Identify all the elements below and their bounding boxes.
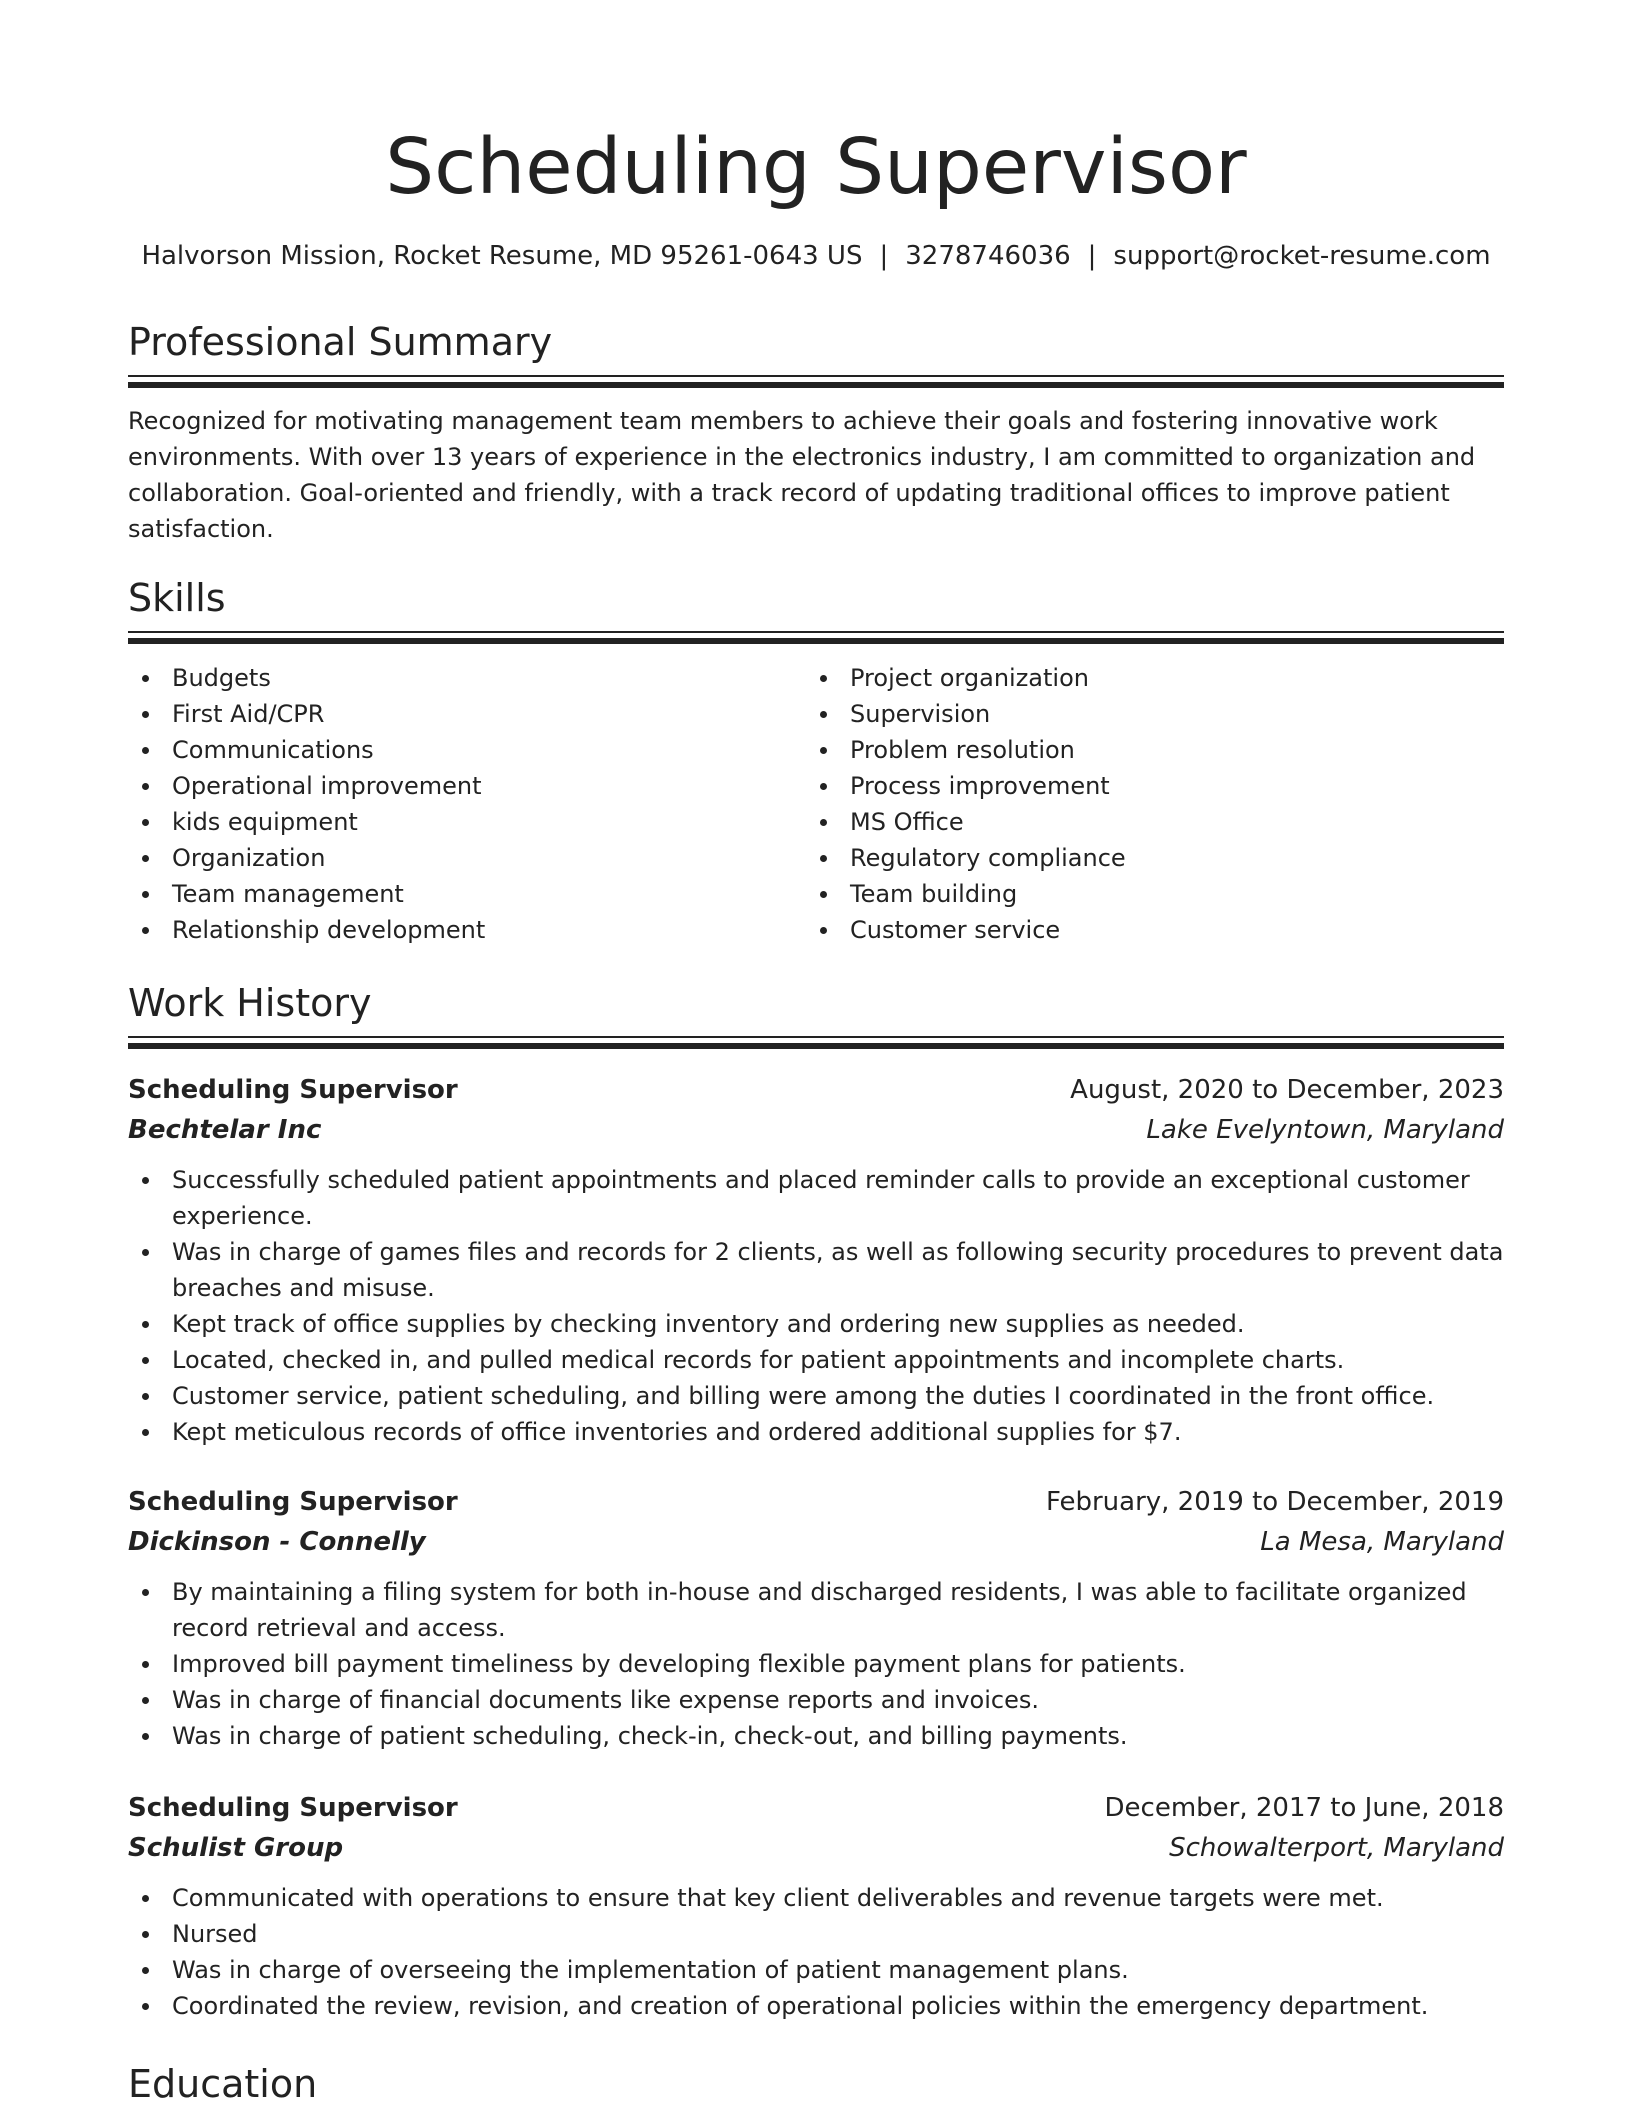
job-title: Scheduling Supervisor <box>128 1793 458 1823</box>
job-bullet: Was in charge of overseeing the implementation of patient management plans. <box>128 1952 1504 1988</box>
skill-item: Project organization <box>806 660 1446 696</box>
skill-item: Supervision <box>806 696 1446 732</box>
skill-item: Team building <box>806 876 1446 912</box>
job-title: Scheduling Supervisor <box>128 1487 458 1517</box>
job-dates: December, 2017 to June, 2018 <box>1104 1793 1504 1823</box>
section-divider <box>128 1036 1504 1049</box>
job-bullet: Communicated with operations to ensure that key client deliverables and revenue targets were met. <box>128 1880 1504 1916</box>
contact-separator: | <box>879 241 889 271</box>
job-bullet: Nursed <box>128 1916 1504 1952</box>
job-bullet: Customer service, patient scheduling, and billing were among the duties I coordinated in the front office. <box>128 1378 1504 1414</box>
skills-list-left <box>128 660 768 948</box>
job-bullet: By maintaining a filing system for both in-house and discharged residents, I was able to facilitate organized record retrieval and access. <box>128 1574 1504 1646</box>
section-divider <box>128 631 1504 644</box>
job-bullet: Was in charge of financial documents like expense reports and invoices. <box>128 1682 1504 1718</box>
job-entry <box>128 1482 1504 1754</box>
resume-title: Scheduling Supervisor <box>385 123 1247 212</box>
skill-item: kids equipment <box>128 804 768 840</box>
job-company: Bechtelar Inc <box>128 1115 322 1145</box>
job-bullets <box>128 1880 1504 2024</box>
summary-text: Recognized for motivating management team members to achieve their goals and fostering innovative work environments. With over 13 years of experience in the electronics industry, I am committed to organization and collaboration. Goal-oriented and friendly, with a track record of updating traditional offices to improve patient satisfaction. <box>128 407 1476 543</box>
job-title: Scheduling Supervisor <box>128 1075 458 1105</box>
job-dates: February, 2019 to December, 2019 <box>1045 1487 1504 1517</box>
skill-item: MS Office <box>806 804 1446 840</box>
job-location: Schowalterport, Maryland <box>1169 1833 1504 1863</box>
skill-item: Team management <box>128 876 768 912</box>
education-heading: Education <box>128 2062 318 2106</box>
skill-item: Organization <box>128 840 768 876</box>
job-bullet: Was in charge of games files and records for 2 clients, as well as following security procedures to prevent data breaches and misuse. <box>128 1234 1504 1306</box>
job-bullet: Kept meticulous records of office inventories and ordered additional supplies for $7. <box>128 1414 1504 1450</box>
summary-heading: Professional Summary <box>128 320 553 364</box>
skill-item: Process improvement <box>806 768 1446 804</box>
skill-item: Operational improvement <box>128 768 768 804</box>
skill-item: Communications <box>128 732 768 768</box>
skill-item: Budgets <box>128 660 768 696</box>
job-bullet: Improved bill payment timeliness by developing flexible payment plans for patients. <box>128 1646 1504 1682</box>
contact-line <box>128 236 1504 276</box>
job-bullets <box>128 1574 1504 1754</box>
job-bullets <box>128 1162 1504 1450</box>
contact-phone: 3278746036 <box>905 241 1071 271</box>
job-bullet: Kept track of office supplies by checking inventory and ordering new supplies as needed. <box>128 1306 1504 1342</box>
skill-item: Regulatory compliance <box>806 840 1446 876</box>
job-location: La Mesa, Maryland <box>1260 1527 1504 1557</box>
skill-item: Relationship development <box>128 912 768 948</box>
job-bullet: Located, checked in, and pulled medical records for patient appointments and incomplete charts. <box>128 1342 1504 1378</box>
job-location: Lake Evelyntown, Maryland <box>1146 1115 1504 1145</box>
job-company: Dickinson - Connelly <box>128 1527 426 1557</box>
job-bullet: Successfully scheduled patient appointments and placed reminder calls to provide an exceptional customer experience. <box>128 1162 1504 1234</box>
job-dates: August, 2020 to December, 2023 <box>1070 1075 1504 1105</box>
skill-item: First Aid/CPR <box>128 696 768 732</box>
job-entry <box>128 1788 1504 2024</box>
skill-item: Problem resolution <box>806 732 1446 768</box>
contact-address: Halvorson Mission, Rocket Resume, MD 95261-0643 US <box>141 241 863 271</box>
contact-email: support@rocket-resume.com <box>1113 241 1491 271</box>
work-heading: Work History <box>128 981 372 1025</box>
contact-separator: | <box>1087 241 1097 271</box>
job-company: Schulist Group <box>128 1833 344 1863</box>
skills-list-right <box>806 660 1446 948</box>
job-bullet: Coordinated the review, revision, and creation of operational policies within the emergency department. <box>128 1988 1504 2024</box>
job-entry <box>128 1070 1504 1450</box>
section-divider <box>128 375 1504 388</box>
job-bullet: Was in charge of patient scheduling, check-in, check-out, and billing payments. <box>128 1718 1504 1754</box>
skill-item: Customer service <box>806 912 1446 948</box>
skills-heading: Skills <box>128 576 226 620</box>
